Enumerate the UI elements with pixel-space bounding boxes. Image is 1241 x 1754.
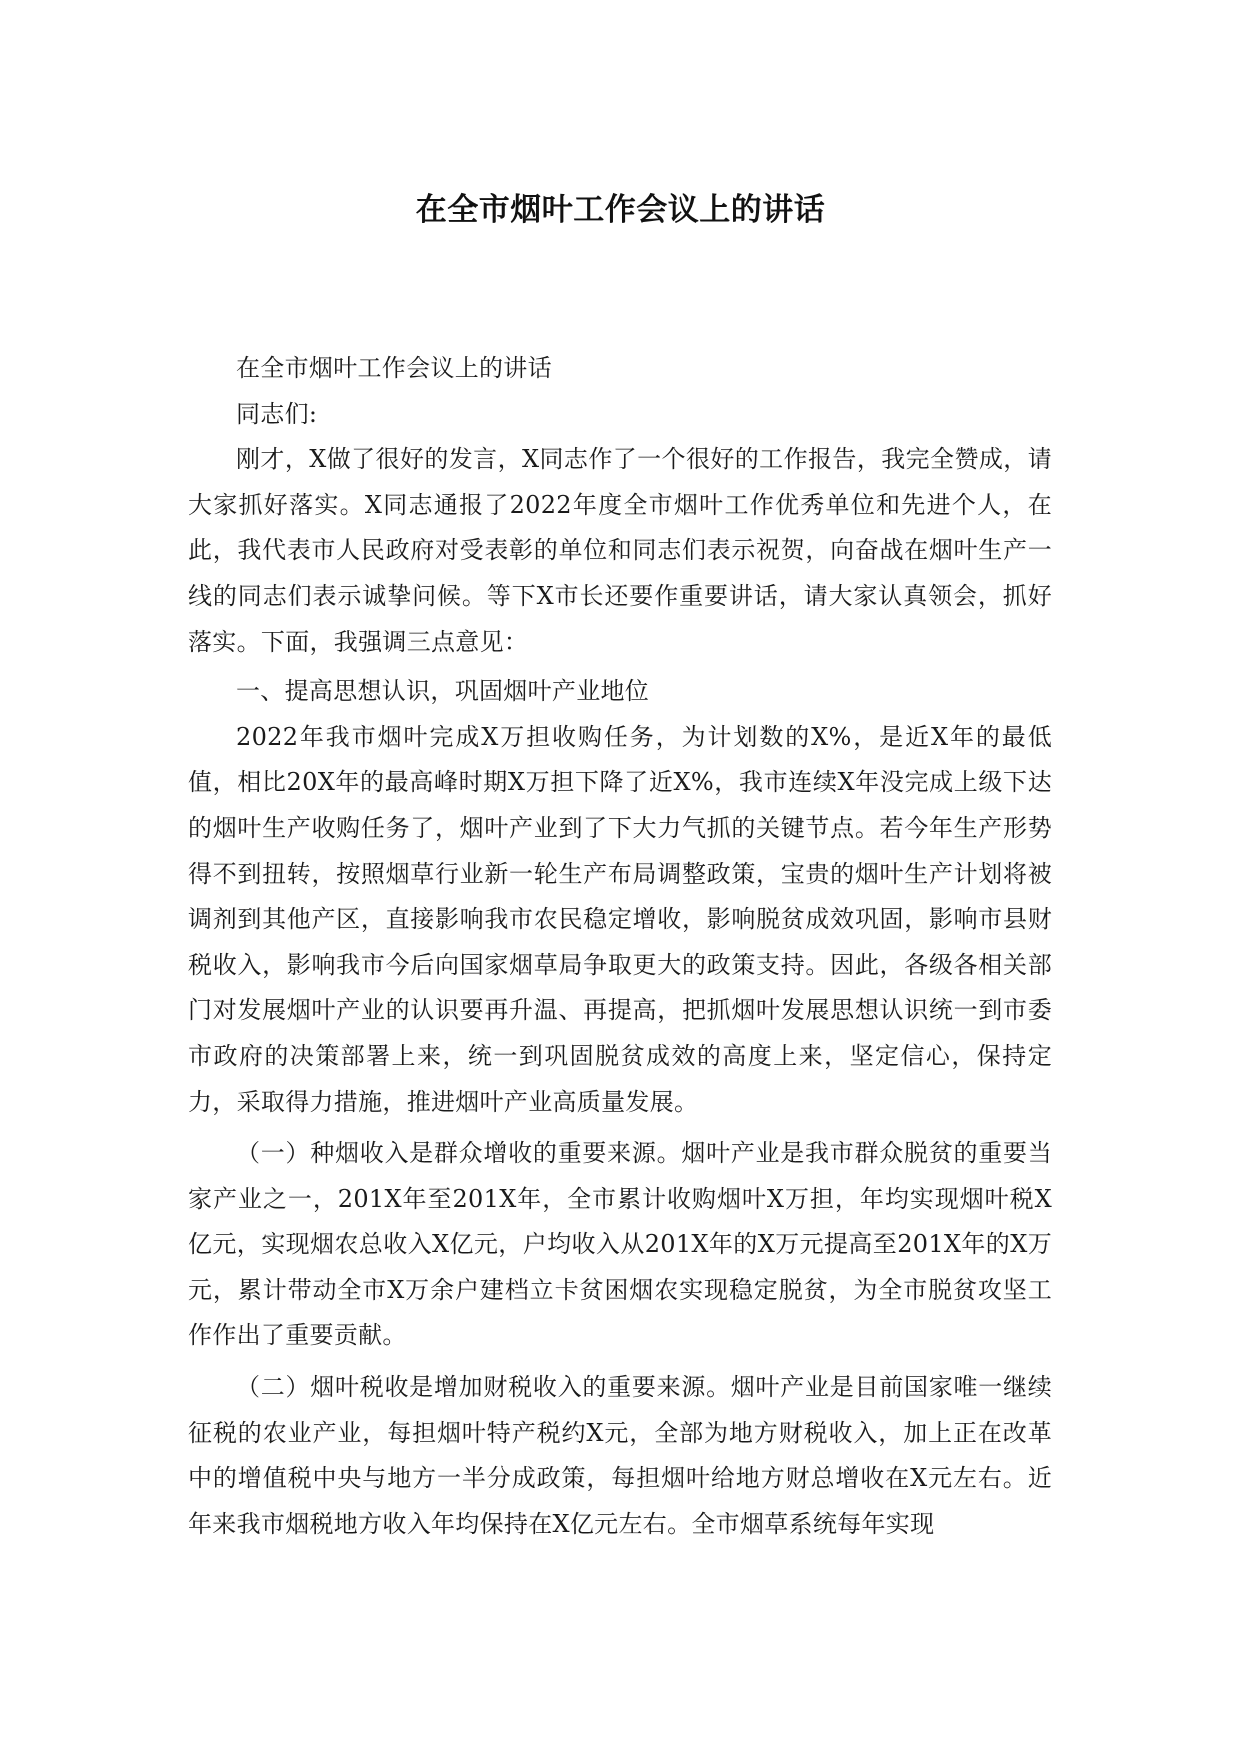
subsection-1-paragraph: （一）种烟收入是群众增收的重要来源。烟叶产业是我市群众脱贫的重要当家产业之一，201X年至201X年，全市累计收购烟叶X万担，年均实现烟叶税X亿元，实现烟农总收入X亿元，户均收入从201X年的X万元提高至201X年的X万元，累计带动全市X万余户建档立卡贫困烟农实现稳定脱贫，为全市脱贫攻坚工作作出了重要贡献。 [188,1139,1052,1350]
section-heading-1: 一、提高思想认识，巩固烟叶产业地位 [236,677,650,706]
speech-heading: 在全市烟叶工作会议上的讲话 [236,354,552,382]
document-body [188,346,1052,1547]
salutation: 同志们: [236,399,318,428]
subsection-2-paragraph: （二）烟叶税收是增加财税收入的重要来源。烟叶产业是目前国家唯一继续征税的农业产业，每担烟叶特产税约X元，全部为地方财税收入，加上正在改革中的增值税中央与地方一半分成政策，每担烟叶给地方财总增收在X元左右。近年来我市烟税地方收入年均保持在X亿元左右。全市烟草系统每年实现 [188,1373,1052,1538]
section-1-paragraph: 2022年我市烟叶完成X万担收购任务，为计划数的X%，是近X年的最低值，相比20X年的最高峰时期X万担下降了近X%，我市连续X年没完成上级下达的烟叶生产收购任务了，烟叶产业到了下大力气抓的关键节点。若今年生产形势得不到扭转，按照烟草行业新一轮生产布局调整政策，宝贵的烟叶生产计划将被调剂到其他产区，直接影响我市农民稳定增收，影响脱贫成效巩固，影响市县财税收入，影响我市今后向国家烟草局争取更大的政策支持。因此，各级各相关部门对发展烟叶产业的认识要再升温、再提高，把抓烟叶发展思想认识统一到市委市政府的决策部署上来，统一到巩固脱贫成效的高度上来，坚定信心，保持定力，采取得力措施，推进烟叶产业高质量发展。 [188,722,1052,1116]
opening-paragraph: 刚才，X做了很好的发言，X同志作了一个很好的工作报告，我完全赞成，请大家抓好落实。X同志通报了2022年度全市烟叶工作优秀单位和先进个人，在此，我代表市人民政府对受表彰的单位和同志们表示祝贺，向奋战在烟叶生产一线的同志们表示诚挚问候。等下X市长还要作重要讲话，请大家认真领会，抓好落实。下面，我强调三点意见： [188,445,1052,656]
document-title: 在全市烟叶工作会议上的讲话 [415,192,826,228]
